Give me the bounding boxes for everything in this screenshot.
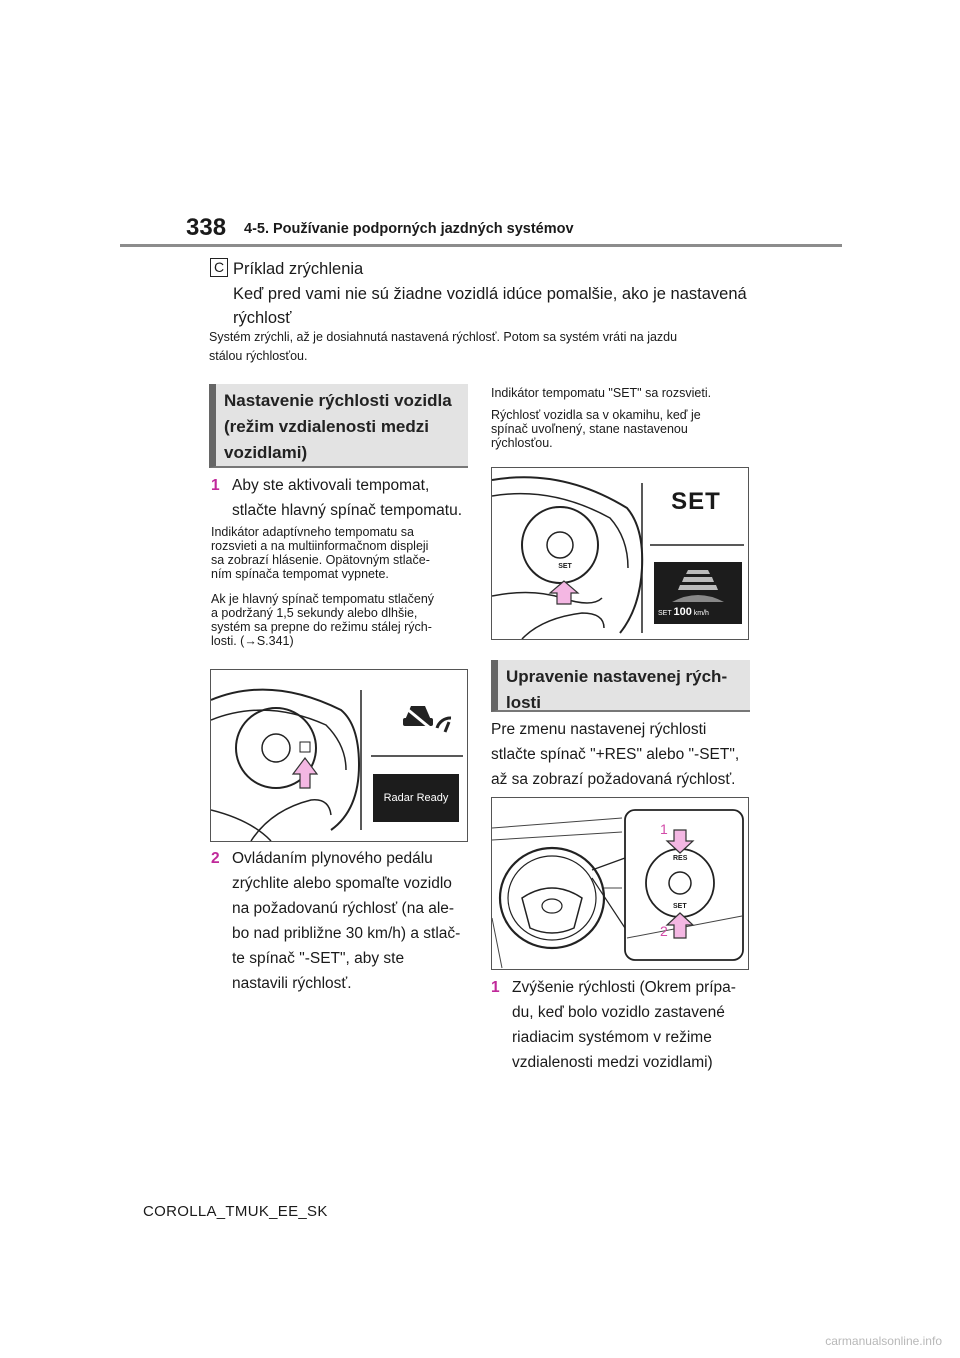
- step-line: Zvýšenie rýchlosti (Okrem prípa-: [512, 979, 736, 996]
- paragraph-line: až sa zobrazí požadovaná rýchlosť.: [491, 771, 736, 788]
- step-2-set-speed: [211, 846, 476, 996]
- step-line: du, keď bolo vozidlo zastavené: [512, 1004, 725, 1021]
- callout-1: 1: [660, 821, 668, 837]
- press-arrow-icon: [550, 581, 578, 604]
- step-number: 2: [211, 850, 220, 867]
- paragraph-line: Pre zmenu nastavenej rýchlosti: [491, 721, 707, 738]
- step-number: 1: [491, 979, 500, 996]
- note-line: spínač uvoľnený, stane nastavenou: [491, 422, 688, 436]
- display-speed-unit: km/h: [693, 610, 709, 617]
- adjust-speed-paragraph: [491, 717, 761, 792]
- example-desc-line: stálou rýchlosťou.: [209, 348, 308, 363]
- res-button-label: RES: [673, 855, 688, 862]
- section-heading-line: Upravenie nastavenej rých-: [506, 667, 728, 686]
- step-line: stlačte hlavný spínač tempomatu.: [232, 502, 463, 519]
- note-line: Ak je hlavný spínač tempomatu stlačený: [211, 592, 435, 606]
- display-set-label: SET: [658, 610, 672, 617]
- step-line: na požadovanú rýchlosť (na ale-: [232, 900, 455, 917]
- step-line: Ovládaním plynového pedálu: [232, 850, 433, 867]
- multi-info-display: [654, 562, 742, 624]
- note-line: rozsvieti a na multiinformačnom displeji: [211, 539, 429, 553]
- section-heading-line: (režim vzdialenosti medzi: [224, 417, 429, 436]
- header-rule: [120, 244, 842, 247]
- example-letter-box: C: [210, 258, 228, 277]
- note-line: ním spínača tempomat vypnete.: [211, 567, 389, 581]
- paragraph-line: stlačte spínač "+RES" alebo "-SET",: [491, 746, 740, 763]
- note-line: systém sa prepne do režimu stálej rých-: [211, 620, 432, 634]
- note-hold: [211, 592, 471, 648]
- callout-2: 2: [660, 923, 668, 939]
- note-line: losti. (→S.341): [211, 634, 294, 648]
- chapter-title: 4-5. Používanie podporných jazdných systémov: [244, 221, 574, 237]
- example-title-line: Keď pred vami nie sú žiadne vozidlá idúce pomalšie, ako je nastavená: [233, 284, 747, 303]
- note-line: Indikátor adaptívneho tempomatu sa: [211, 525, 414, 539]
- watermark: carmanualsonline.info: [825, 1334, 942, 1348]
- step-1-increase-speed: [491, 975, 761, 1075]
- figure-res-set-switch: [491, 797, 749, 970]
- note-line: sa zobrazí hlásenie. Opätovným stlače-: [211, 553, 430, 567]
- example-desc-line: Systém zrýchli, až je dosiahnutá nastavená rýchlosť. Potom sa systém vráti na jazdu: [209, 330, 678, 344]
- section-heading-line: Nastavenie rýchlosti vozidla: [224, 391, 452, 410]
- section-heading-set-speed: [209, 384, 468, 468]
- step-line: te spínač "-SET", aby ste: [232, 950, 405, 967]
- example-title-line: Príklad zrýchlenia: [233, 260, 364, 278]
- set-button-label: SET: [558, 563, 572, 570]
- figure-main-switch: [210, 669, 468, 842]
- example-title-line: rýchlosť: [233, 309, 292, 327]
- section-heading-line: vozidlami): [224, 443, 308, 462]
- example-description: [209, 328, 769, 365]
- lane-distance-icon: [654, 562, 742, 602]
- cockpit-illustration: [492, 798, 748, 969]
- set-button-label: SET: [673, 903, 687, 910]
- note-line: rýchlosťou.: [491, 436, 553, 450]
- note-set-indicator: Indikátor tempomatu "SET" sa rozsvieti.: [491, 386, 712, 400]
- document-code: COROLLA_TMUK_EE_SK: [143, 1203, 328, 1220]
- display-speed-value: 100: [673, 606, 692, 618]
- note-indicator: [211, 525, 471, 581]
- note-line: a podržaný 1,5 sekundy alebo dlhšie,: [211, 606, 418, 620]
- display-radar-ready: Radar Ready: [373, 774, 459, 822]
- step-line: nastavili rýchlosť.: [232, 975, 352, 992]
- step-line: vzdialenosti medzi vozidlami): [512, 1054, 713, 1071]
- step-1-activate: [211, 473, 471, 523]
- set-indicator-text: SET: [671, 488, 721, 515]
- step-line: riadiacim systémom v režime: [512, 1029, 712, 1046]
- note-line: Rýchlosť vozidla sa v okamihu, keď je: [491, 408, 701, 422]
- figure-set-switch: [491, 467, 749, 640]
- example-title: [233, 257, 763, 331]
- step-line: Aby ste aktivovali tempomat,: [232, 477, 430, 494]
- section-heading-adjust-speed: [491, 660, 750, 712]
- radar-cruise-icon: [401, 704, 451, 732]
- step-line: zrýchlite alebo spomaľte vozidlo: [232, 875, 452, 892]
- page-number: 338: [186, 214, 227, 241]
- step-line: bo nad približne 30 km/h) a stlač-: [232, 925, 461, 942]
- note-speed-set: [491, 408, 761, 450]
- section-heading-line: losti: [506, 693, 541, 712]
- step-number: 1: [211, 477, 220, 494]
